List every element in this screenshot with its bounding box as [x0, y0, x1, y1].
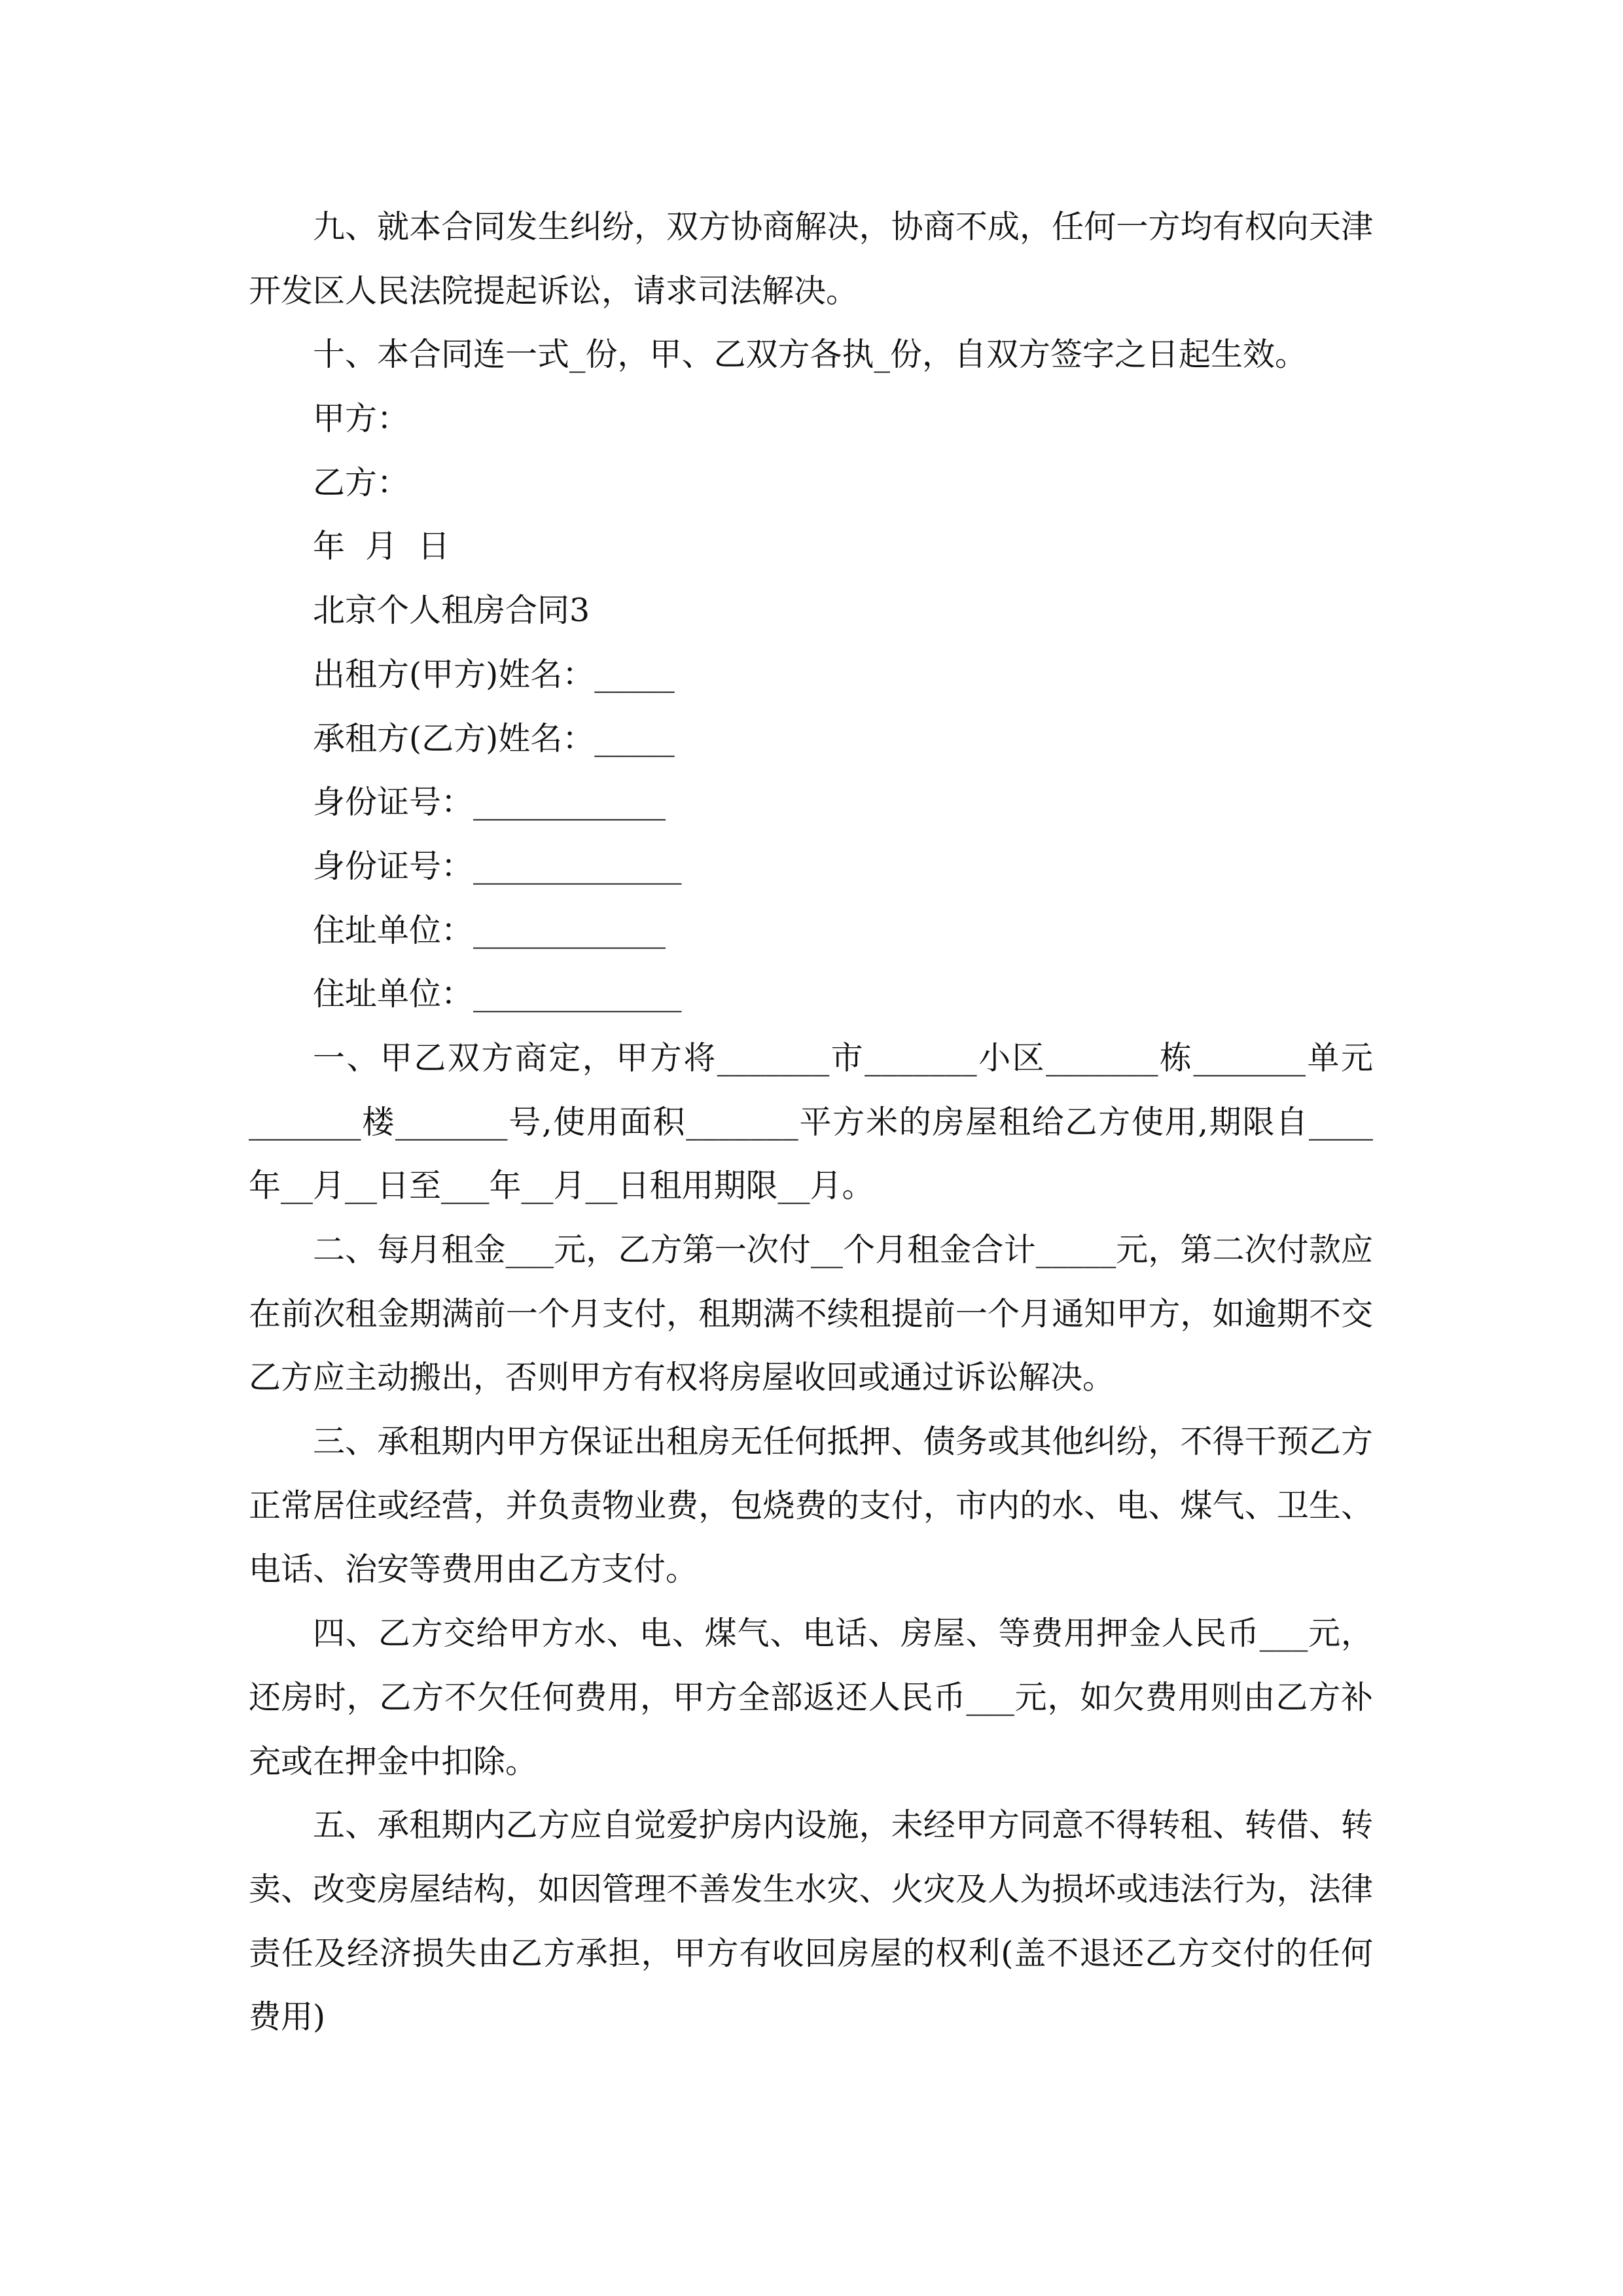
text-line: _______楼_______号,使用面积_______平方米的房屋租给乙方使用,期限自____	[249, 1103, 1373, 1141]
clause-5	[249, 1793, 1373, 2049]
clause-2	[249, 1218, 1373, 1410]
contract-title: 北京个人租房合同3	[313, 592, 590, 630]
text-line: 乙方应主动搬出，否则甲方有权将房屋收回或通过诉讼解决。	[249, 1359, 1115, 1397]
text-line: 四、乙方交给甲方水、电、煤气、电话、房屋、等费用押金人民币___元，	[313, 1615, 1373, 1653]
text-line: 三、承租期内甲方保证出租房无任何抵押、债务或其他纠纷，不得干预乙方	[313, 1423, 1373, 1461]
document-body	[249, 195, 1373, 2049]
lessee-name-field: 承租方(乙方)姓名：_____	[313, 719, 675, 757]
text-line: 费用)	[249, 1998, 326, 2036]
address-field: 住址单位：____________	[313, 911, 666, 949]
id-number-field: 身份证号：_____________	[313, 847, 682, 885]
text-line: 责任及经济损失由乙方承担，甲方有收回房屋的权利(盖不退还乙方交付的任何	[249, 1934, 1373, 1972]
text-line: 还房时，乙方不欠任何费用，甲方全部返还人民币___元，如欠费用则由乙方补	[249, 1678, 1373, 1716]
text-line: 卖、改变房屋结构，如因管理不善发生水灾、火灾及人为损坏或违法行为，法律	[249, 1870, 1373, 1908]
clause-1	[249, 1026, 1373, 1218]
id-number-field: 身份证号：____________	[313, 783, 666, 821]
text-line: 九、就本合同发生纠纷，双方协商解决，协商不成，任何一方均有权向天津	[313, 208, 1373, 245]
signing-date: 年 月 日	[313, 528, 450, 565]
text-line: 年__月__日至___年__月__日租用期限__月。	[249, 1167, 874, 1205]
clause-9	[249, 195, 1373, 323]
text-line: 充或在押金中扣除。	[249, 1742, 538, 1780]
text-line: 电话、治安等费用由乙方支付。	[249, 1551, 698, 1588]
clause-4	[249, 1602, 1373, 1793]
clause-3	[249, 1410, 1373, 1602]
party-b-signature: 乙方：	[313, 463, 410, 501]
text-line: 一、甲乙双方商定，甲方将_______市_______小区_______栋_______单元	[313, 1039, 1373, 1077]
text-line: 五、承租期内乙方应自觉爱护房内设施，未经甲方同意不得转租、转借、转	[313, 1806, 1373, 1844]
address-field: 住址单位：_____________	[313, 975, 682, 1013]
party-a-signature: 甲方：	[313, 400, 410, 438]
text-line: 开发区人民法院提起诉讼，请求司法解决。	[249, 272, 859, 310]
clause-10: 十、本合同连一式_份，甲、乙双方各执_份，自双方签字之日起生效。	[313, 336, 1308, 374]
lessor-name-field: 出租方(甲方)姓名：_____	[313, 655, 675, 693]
text-line: 正常居住或经营，并负责物业费，包烧费的支付，市内的水、电、煤气、卫生、	[249, 1486, 1373, 1524]
text-line: 在前次租金期满前一个月支付，租期满不续租提前一个月通知甲方，如逾期不交	[249, 1295, 1373, 1333]
text-line: 二、每月租金___元，乙方第一次付__个月租金合计_____元，第二次付款应	[313, 1231, 1373, 1268]
